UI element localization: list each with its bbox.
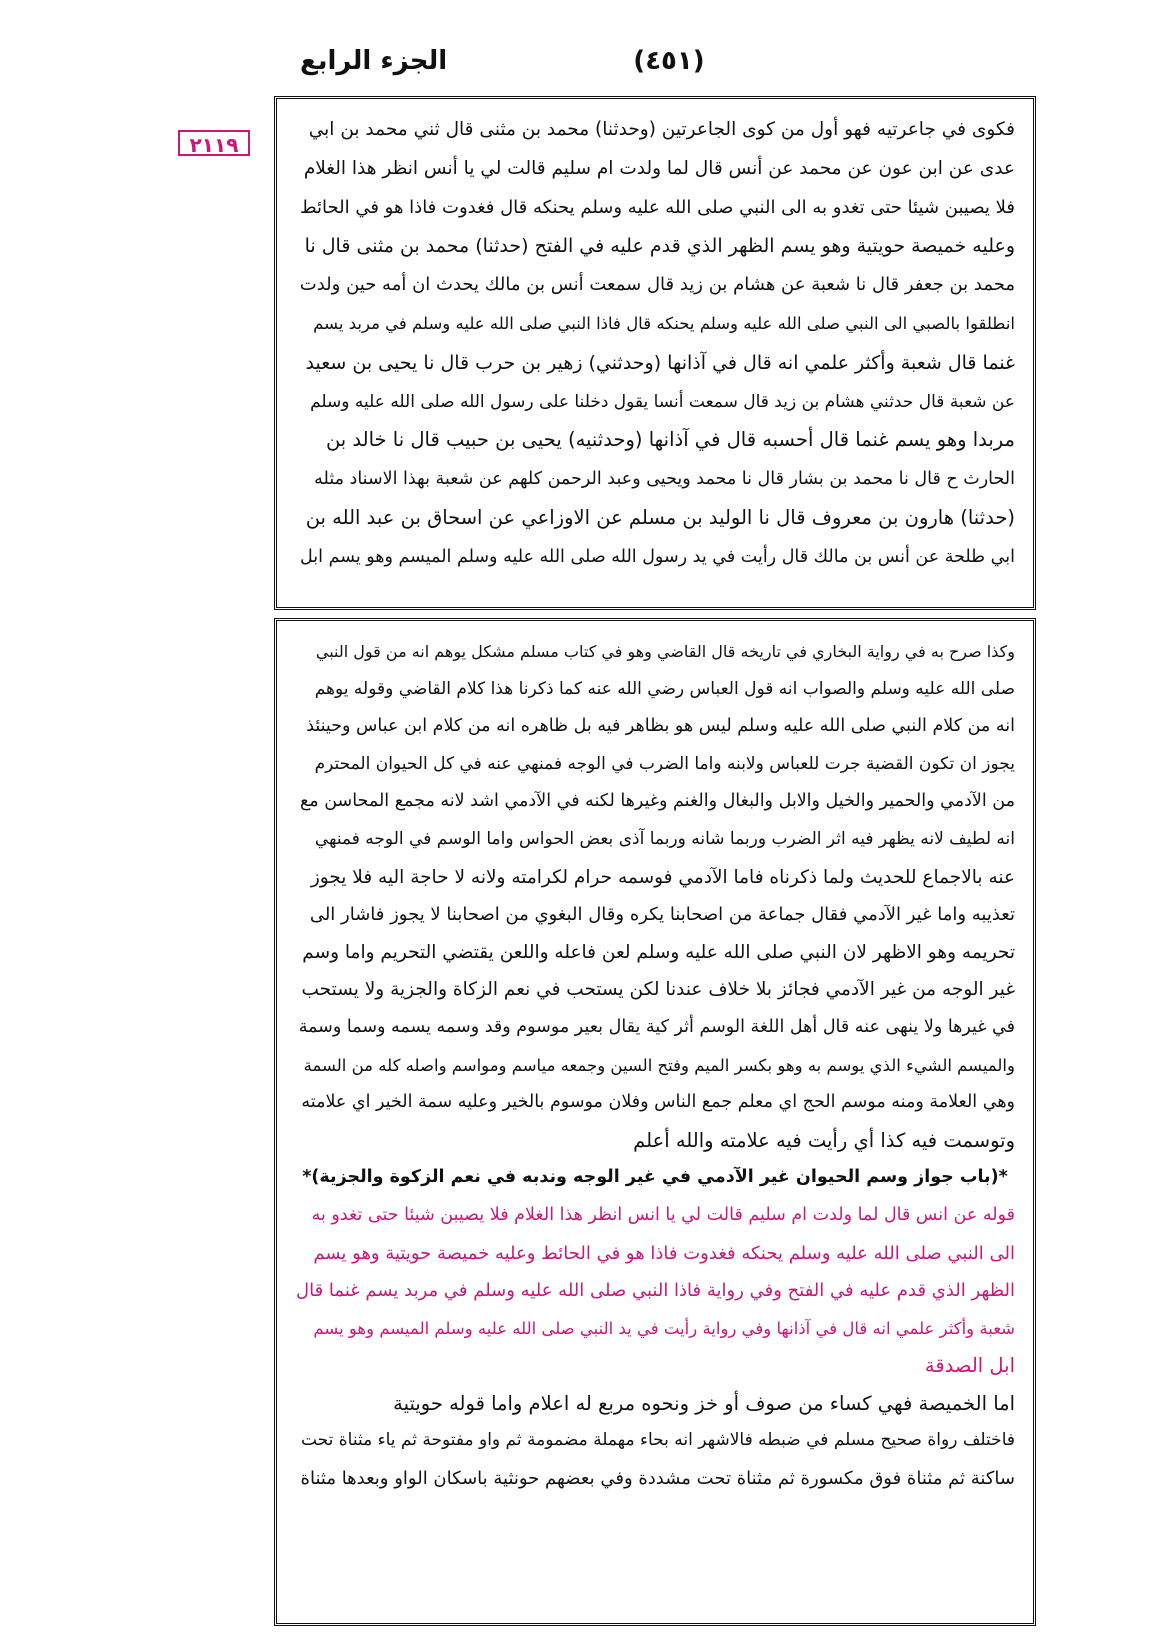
matn-line: (حدثنا) هارون بن معروف قال نا الوليد بن مسلم عن الاوزاعي عن اسحاق بن عبد الله بن [305,505,1015,529]
quoted-line: ابل الصدقة [924,1354,1015,1378]
matn-line: الحارث ح قال نا محمد بن بشار قال نا محمد ويحيى وعبد الرحمن كلهم عن شعبة بهذا الاسناد مثله [314,469,1015,490]
hadith-number-badge: ٢١١٩ [178,130,250,156]
matn-line: عن شعبة قال حدثني هشام بن زيد قال سمعت أنسا يقول دخلنا على رسول الله صلى الله عليه وسلم [310,391,1015,412]
sharh-line: تحريمه وهو الاظهر لان النبي صلى الله عليه وسلم لعن فاعله واللعن يقتضي التحريم واما وسم [302,941,1015,963]
bab-heading: *(باب جواز وسم الحيوان غير الآدمي في غير الوجه وندبه في نعم الزكوة والجزية)* [302,1167,1008,1188]
sharh-line: وهي العلامة ومنه موسم الحج اي معلم جمع الناس وفلان موسوم بالخير وعليه سمة الخير اي علامته [301,1092,1015,1113]
sharh-line: انه من كلام النبي صلى الله عليه وسلم ليس هو بظاهر فيه بل ظاهره انه من كلام ابن عباس وحينئذ [306,716,1015,737]
sharh-line: غير الوجه من غير الآدمي فجائز بلا خلاف عندنا لكن يستحب في نعم الزكاة والجزية ولا يستحب [301,979,1015,1001]
sharh-line: في غيرها ولا ينهى عنه قال أهل اللغة الوسم أثر كية يقال بعير موسوم وقد وسمه يسمه وسما وسمة [298,1016,1015,1037]
sharh-line: تعذيبه واما غير الآدمي فقال جماعة من اصحابنا يكره وقال البغوي من اصحابنا لا يجوز فاشار الى [309,904,1015,926]
sharh-line: ساكنة ثم مثناة فوق مكسورة ثم مثناة تحت مشددة وفي بعضهم حونثية باسكان الواو وبعدها مثناة [300,1468,1015,1490]
matn-line: غنما قال شعبة وأكثر علمي انه قال في آذانها (وحدثني) زهير بن حرب قال نا يحيى بن سعيد [305,351,1015,374]
matn-line: انطلقوا بالصبي الى النبي صلى الله عليه وسلم يحنكه قال فاذا النبي صلى الله عليه وسلم في مربد يسم [313,313,1015,333]
page-number: (٤٥١) [633,46,705,76]
part-title: الجزء الرابع [300,46,448,76]
matn-line: وعليه خميصة حويتية وهو يسم الظهر الذي قدم عليه في الفتح (حدثنا) محمد بن مثنى قال نا [304,235,1015,258]
matn-line: مربدا وهو يسم غنما قال أحسبه قال في آذانها (وحدثنيه) يحيى بن حبيب قال نا خالد بن [325,428,1015,452]
sharh-text [295,633,1015,1498]
matn-line: ابي طلحة عن أنس بن مالك قال رأيت في يد رسول الله صلى الله عليه وسلم الميسم وهو يسم ابل [300,546,1015,567]
sharh-line: يجوز ان تكون القضية جرت للعباس ولابنه واما الضرب في الوجه فمنهي عنه في كل الحيوان المحترم [314,753,1015,774]
quoted-line: الظهر الذي قدم عليه في الفتح وفي رواية فاذا النبي صلى الله عليه وسلم في مربد يسم غنما قال [296,1280,1015,1302]
sharh-line: من الآدمي والحمير والخيل والابل والبغال والغنم وغيرها لكنه في الآدمي اشد لانه مجمع المحاسن مع [299,791,1015,812]
matn-line: فلا يصيبن شيئا حتى تغدو به الى النبي صلى الله عليه وسلم يحنكه قال فغدوت فاذا هو في الحائط [299,196,1015,218]
quoted-line: قوله عن انس قال لما ولدت ام سليم قالت لي يا انس انظر هذا الغلام فلا يصيبن شيئا حتى تغدو به [311,1204,1015,1225]
quoted-line: شعبة وأكثر علمي انه قال في آذانها وفي رواية رأيت في يد النبي صلى الله عليه وسلم الميسم وهو يسم [313,1318,1015,1338]
matn-line: عدى عن ابن عون عن محمد عن أنس قال لما ولدت ام سليم قالت لي يا أنس انظر هذا الغلام [303,157,1015,179]
sharh-box [274,618,1036,1626]
sharh-line: اما الخميصة فهي كساء من صوف أو خز ونحوه مربع له اعلام واما قوله حويتية [393,1391,1015,1415]
matn-box [274,96,1036,610]
sharh-line: والميسم الشيء الذي يوسم به وهو بكسر الميم وفتح السين وجمعه مياسم ومواسم واصله كله من السمة [303,1055,1015,1075]
quoted-line: الى النبي صلى الله عليه وسلم يحنكه فغدوت فاذا هو في الحائط وعليه خميصة حويتية وهو يسم [313,1242,1015,1264]
sharh-line: فاختلف رواة صحيح مسلم في ضبطه فالاشهر انه بحاء مهملة مضمومة ثم واو مفتوحة ثم ياء مثناة تحت [300,1430,1015,1451]
sharh-line: وتوسمت فيه كذا أي رأيت فيه علامته والله أعلم [633,1128,1015,1152]
sharh-line: عنه بالاجماع للحديث ولما ذكرناه فاما الآدمي فوسمه حرام لكرامته ولانه لا حاجة اليه فلا يجوز [310,866,1015,888]
sharh-line: انه لطيف لانه يظهر فيه اثر الضرب وربما شانه وربما آذى بعض الحواس واما الوسم في الوجه فمنهي [314,828,1015,849]
sharh-line: صلى الله عليه وسلم والصواب انه قول العباس رضي الله عنه كما ذكرنا هذا كلام القاضي وقوله يوهم [314,678,1015,699]
matn-line: محمد بن جعفر قال نا شعبة عن هشام بن زيد قال سمعت أنس بن مالك يحدث ان أمه حين ولدت [299,274,1015,296]
sharh-line: وكذا صرح به في رواية البخاري في تاريخه قال القاضي وهو في كتاب مسلم مشكل يوهم انه من قول النبي [315,642,1015,661]
matn-text [295,111,1015,577]
matn-line: فكوى في جاعرتيه فهو أول من كوى الجاعرتين (وحدثنا) محمد بن مثنى قال ثني محمد بن ابي [308,119,1015,140]
